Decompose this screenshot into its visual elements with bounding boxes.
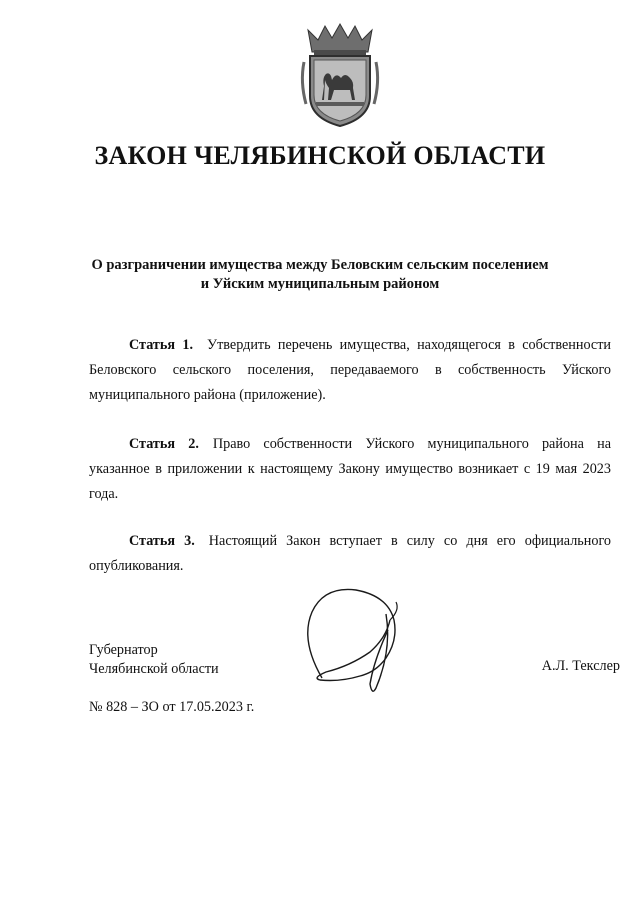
law-registration-number: № 828 – ЗО от 17.05.2023 г. — [89, 699, 255, 715]
article-2-number: Статья 2. — [129, 436, 199, 452]
law-subject — [80, 256, 560, 294]
article-1 — [89, 333, 611, 408]
coat-of-arms-emblem — [298, 22, 382, 128]
handwritten-signature — [290, 580, 420, 700]
signer-name: А.Л. Текслер — [541, 658, 620, 674]
article-3-number: Статья 3. — [129, 533, 195, 549]
law-subject-line-1: О разграничении имущества между Беловским сельским поселением — [91, 257, 549, 273]
article-3-text: Настоящий Закон вступает в силу со дня его официального опубликования. — [89, 533, 612, 574]
governor-title: Губернатор — [89, 642, 158, 658]
law-title: ЗАКОН ЧЕЛЯБИНСКОЙ ОБЛАСТИ — [94, 141, 546, 170]
governor-position — [89, 641, 309, 679]
article-1-number: Статья 1. — [129, 337, 194, 353]
article-2-text: Право собственности Уйского муниципального района на указанное в приложении к настоящему Закону имущество возникает с 19 мая 2023 года. — [89, 436, 611, 502]
article-2 — [89, 432, 611, 507]
governor-region: Челябинской области — [89, 661, 219, 677]
article-3 — [89, 529, 611, 579]
law-subject-line-2: и Уйским муниципальным районом — [200, 276, 440, 292]
article-1-text: Утвердить перечень имущества, находящегося в собственности Беловского сельского поселения, передаваемого в собственность Уйского муниципального района (приложение). — [89, 337, 611, 403]
